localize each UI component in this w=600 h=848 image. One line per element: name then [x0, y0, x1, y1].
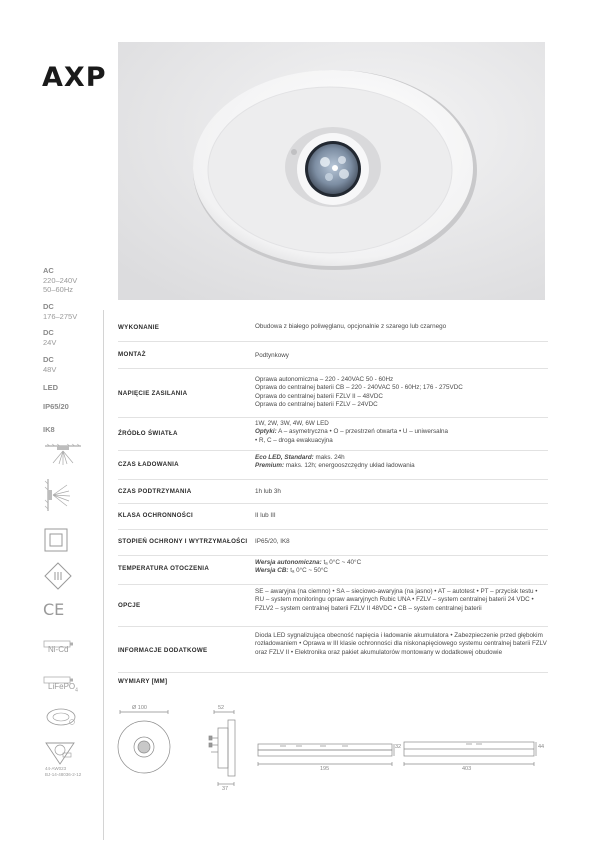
row-value	[255, 559, 548, 576]
row-klasa	[118, 504, 548, 528]
product-title: AXP	[42, 62, 107, 93]
row-value: II lub III	[255, 512, 276, 519]
row-separator	[118, 450, 548, 451]
nicd-label: Ni-Cd	[48, 645, 69, 654]
row-label: CZAS ŁADOWANIA	[118, 461, 179, 468]
temp-text: tₐ 0°C ~ 40°C	[321, 559, 362, 566]
wall-mount-icon	[43, 477, 73, 518]
row-montaz	[118, 344, 548, 366]
row-label: INFORMACJE DODATKOWE	[118, 647, 208, 654]
charge-line	[255, 454, 548, 462]
row-informacje	[118, 630, 548, 670]
row-napiecie	[118, 372, 548, 417]
optics-text: A – asymetryczna • O – przestrzeń otwarta • U – uniwersalna	[276, 428, 449, 436]
charge-heading: Eco LED, Standard:	[255, 454, 314, 461]
spec-dc-3	[43, 355, 56, 374]
ce-mark-icon: CE	[43, 600, 65, 619]
row-stopien	[118, 530, 548, 554]
dc-heading: DC	[43, 302, 54, 311]
dim-box1-height: 32	[395, 744, 402, 750]
dim-depth-bottom: 37	[222, 786, 229, 792]
row-value: IP65/20, IK8	[255, 538, 290, 545]
row-separator	[118, 368, 548, 369]
row-value: Podtynkowy	[255, 352, 289, 359]
spec-ik: IK8	[43, 425, 55, 434]
row-label: CZAS PODTRZYMANIA	[118, 488, 192, 495]
optics-heading: Optyki:	[255, 428, 277, 436]
row-label: STOPIEŃ OCHRONY I WYTRZYMAŁOŚCI	[118, 538, 248, 545]
row-separator	[118, 341, 548, 342]
certification-logo-icon	[43, 706, 79, 733]
row-separator	[118, 672, 548, 673]
spec-ac	[43, 266, 77, 295]
row-value: Obudowa z białego poliwęglanu, opcjonalnie z szarego lub czarnego	[255, 323, 447, 330]
temp-heading: Wersja CB:	[255, 567, 289, 575]
voltage-line: Oprawa do centralnej baterii FZLV II – 48VDC	[255, 392, 383, 400]
certificate-code: 44-AW023	[45, 766, 67, 771]
light-source-line: 1W, 2W, 3W, 4W, 6W LED	[255, 420, 329, 427]
battery-box-small-drawing	[258, 744, 394, 766]
spec-led: LED	[43, 383, 58, 392]
ac-voltage: 220–240V	[43, 275, 78, 285]
certificate-number: BJ-14-48036-2-12	[45, 771, 82, 777]
dc-voltage: 176–275V	[43, 311, 78, 321]
dc-voltage: 24V	[43, 337, 57, 347]
dc-heading: DC	[43, 328, 54, 337]
spec-dc-2	[43, 328, 56, 347]
row-label: NAPIĘCIE ZASILANIA	[118, 390, 188, 397]
spec-dc-1	[43, 302, 77, 321]
row-separator	[118, 626, 548, 627]
front-view-drawing	[118, 710, 170, 773]
ac-frequency: 50–60Hz	[43, 285, 74, 294]
side-view-drawing	[209, 710, 235, 786]
ceiling-mount-icon	[43, 443, 83, 472]
dc-heading: DC	[43, 355, 54, 364]
dim-diameter: Ø 100	[132, 705, 147, 711]
certificate-info	[45, 766, 81, 777]
dc-voltage: 48V	[43, 364, 57, 374]
row-label: WYMIARY [MM]	[118, 678, 168, 685]
temp-line	[255, 567, 548, 575]
row-label: TEMPERATURA OTOCZENIA	[118, 565, 210, 572]
charge-text: maks. 12h; energooszczędny układ ładowania	[284, 462, 415, 470]
charge-heading: Premium:	[255, 462, 285, 470]
optics-line	[255, 428, 548, 436]
row-temperatura	[118, 556, 548, 583]
row-label: WYKONANIE	[118, 324, 160, 331]
optics-line-2: • R, C – droga ewakuacyjna	[255, 436, 333, 444]
row-label: KLASA OCHRONNOŚCI	[118, 512, 193, 519]
row-opcje	[118, 586, 548, 624]
voltage-line: Oprawa do centralnej baterii CB – 220 - 240VAC 50 - 60Hz; 176 - 275VDC	[255, 384, 463, 392]
row-label: ŹRÓDŁO ŚWIATŁA	[118, 430, 178, 437]
dimension-drawings	[110, 700, 550, 800]
temp-heading: Wersja autonomiczna:	[255, 559, 322, 566]
dim-depth-top: 52	[218, 705, 225, 711]
dim-box2-height: 44	[538, 744, 545, 750]
battery-box-large-drawing	[404, 742, 536, 766]
dim-box2-width: 403	[462, 766, 472, 772]
lifepo-text: LiFePO	[48, 682, 76, 691]
voltage-line: Oprawa autonomiczna – 220 - 240VAC 50 - 60Hz	[255, 376, 394, 383]
lifepo-subscript: 4	[75, 687, 78, 694]
temp-text: tₐ 0°C ~ 50°C	[288, 567, 328, 575]
voltage-line: Oprawa do centralnej baterii FZLV – 24VDC	[255, 400, 378, 408]
row-value	[255, 376, 548, 409]
ac-heading: AC	[43, 266, 54, 275]
row-label: MONTAŻ	[118, 351, 146, 358]
spec-ip: IP65/20	[43, 402, 69, 411]
column-divider	[103, 310, 104, 840]
row-separator	[118, 584, 548, 585]
lifepo-label	[48, 682, 78, 694]
row-value	[255, 454, 548, 471]
charge-text: maks. 24h	[313, 454, 345, 461]
class-ii-icon	[43, 527, 69, 558]
row-value: SE – awaryjna (na ciemno) • SA – sieciowo-awaryjna (na jasno) • AT – autotest • PT – przycisk testu • RU – system monitoringu opraw awaryjnych Rubic UNA • FZLV – system centralnej baterii 24 VDC • FZLV2 – system centralnej baterii FZLV II 48VDC • CB – system centralnej baterii	[255, 588, 538, 612]
row-value: 1h lub 3h	[255, 488, 281, 495]
row-podtrzymanie	[118, 480, 548, 502]
row-label: OPCJE	[118, 602, 141, 609]
product-photo	[118, 42, 545, 300]
dim-box1-width: 195	[320, 766, 330, 772]
row-zrodlo	[118, 418, 548, 449]
row-value: Dioda LED sygnalizująca obecność napięcia i ładowanie akumulatora • Zabezpieczenie przed głębokim rozładowaniem • Oprawa w III klasie ochronności dla niskonapięciowego systemu centralnej baterii FZLV oraz FZLV II • Elektronika oraz pakiet akumulatorów montowany w dodatkowej obudowie	[255, 632, 547, 656]
row-value	[255, 420, 548, 445]
row-wykonanie	[118, 318, 548, 340]
row-wymiary	[118, 675, 548, 689]
charge-line	[255, 462, 548, 470]
class-iii-icon	[43, 561, 73, 596]
row-ladowanie	[118, 452, 548, 478]
